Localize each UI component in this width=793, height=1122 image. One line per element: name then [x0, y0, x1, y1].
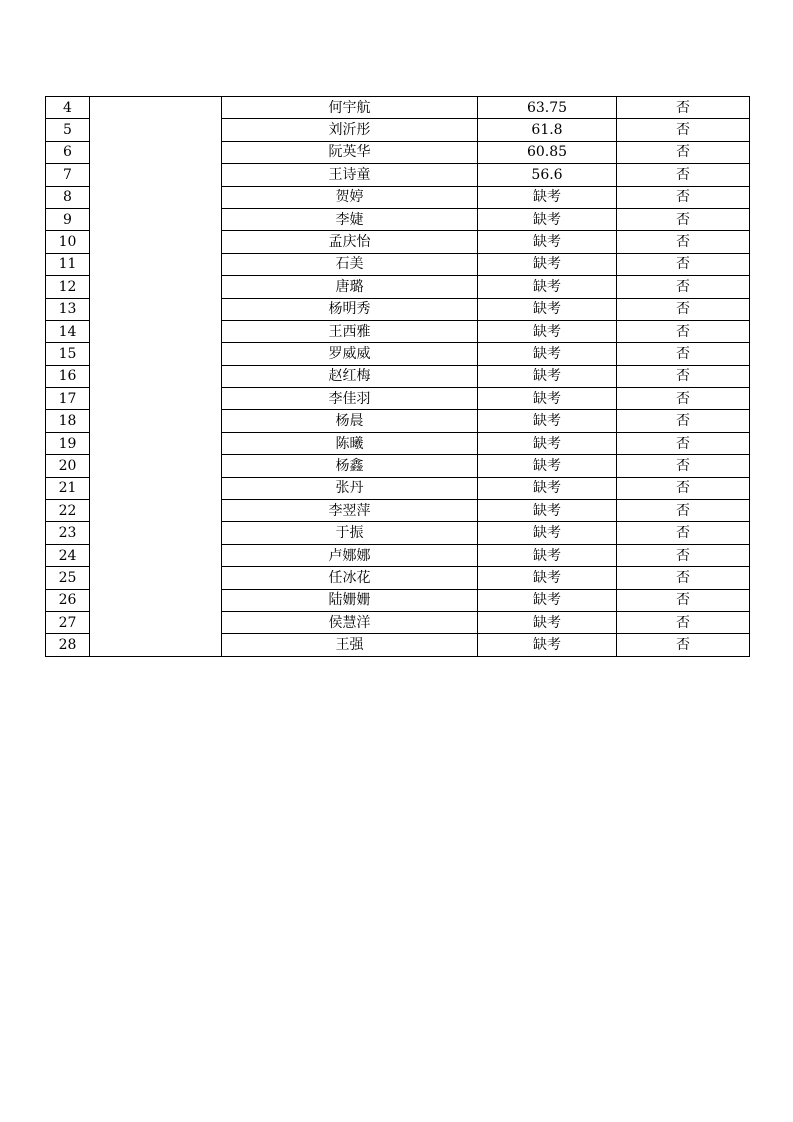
result-cell: 否 [617, 388, 750, 410]
name-cell: 任冰花 [222, 567, 478, 589]
name-cell: 杨明秀 [222, 298, 478, 320]
row-number-cell: 21 [46, 477, 90, 499]
row-number-cell: 7 [46, 164, 90, 186]
name-cell: 李佳羽 [222, 388, 478, 410]
result-cell: 否 [617, 164, 750, 186]
result-cell: 否 [617, 253, 750, 275]
row-number-cell: 16 [46, 365, 90, 387]
score-cell: 56.6 [478, 164, 617, 186]
name-cell: 孟庆怡 [222, 231, 478, 253]
row-number-cell: 13 [46, 298, 90, 320]
result-cell: 否 [617, 544, 750, 566]
name-cell: 杨鑫 [222, 455, 478, 477]
name-cell: 张丹 [222, 477, 478, 499]
name-cell: 陈曦 [222, 432, 478, 454]
score-cell: 缺考 [478, 567, 617, 589]
name-cell: 唐璐 [222, 276, 478, 298]
result-cell: 否 [617, 500, 750, 522]
result-cell: 否 [617, 276, 750, 298]
result-cell: 否 [617, 298, 750, 320]
result-cell: 否 [617, 455, 750, 477]
result-cell: 否 [617, 320, 750, 342]
name-cell: 侯慧洋 [222, 611, 478, 633]
result-cell: 否 [617, 634, 750, 656]
row-number-cell: 25 [46, 567, 90, 589]
score-cell: 缺考 [478, 343, 617, 365]
row-number-cell: 10 [46, 231, 90, 253]
row-number-cell: 17 [46, 388, 90, 410]
results-table [45, 96, 750, 657]
result-cell: 否 [617, 343, 750, 365]
row-number-cell: 19 [46, 432, 90, 454]
name-cell: 杨晨 [222, 410, 478, 432]
result-cell: 否 [617, 365, 750, 387]
name-cell: 卢娜娜 [222, 544, 478, 566]
row-number-cell: 9 [46, 208, 90, 230]
row-number-cell: 14 [46, 320, 90, 342]
score-cell: 61.8 [478, 119, 617, 141]
row-number-cell: 22 [46, 500, 90, 522]
score-cell: 缺考 [478, 208, 617, 230]
score-cell: 缺考 [478, 298, 617, 320]
result-cell: 否 [617, 97, 750, 119]
score-cell: 缺考 [478, 276, 617, 298]
name-cell: 李翌萍 [222, 500, 478, 522]
result-cell: 否 [617, 432, 750, 454]
score-cell: 缺考 [478, 589, 617, 611]
score-cell: 缺考 [478, 432, 617, 454]
score-cell: 缺考 [478, 365, 617, 387]
row-number-cell: 12 [46, 276, 90, 298]
score-cell: 缺考 [478, 544, 617, 566]
name-cell: 于振 [222, 522, 478, 544]
score-cell: 缺考 [478, 186, 617, 208]
score-cell: 缺考 [478, 477, 617, 499]
result-cell: 否 [617, 611, 750, 633]
row-number-cell: 27 [46, 611, 90, 633]
score-cell: 缺考 [478, 320, 617, 342]
name-cell: 刘沂彤 [222, 119, 478, 141]
name-cell: 王诗童 [222, 164, 478, 186]
name-cell: 王西雅 [222, 320, 478, 342]
name-cell: 王强 [222, 634, 478, 656]
row-number-cell: 18 [46, 410, 90, 432]
name-cell: 李婕 [222, 208, 478, 230]
row-number-cell: 26 [46, 589, 90, 611]
score-cell: 缺考 [478, 500, 617, 522]
score-cell: 63.75 [478, 97, 617, 119]
name-cell: 贺婷 [222, 186, 478, 208]
score-cell: 缺考 [478, 253, 617, 275]
merged-group-cell [90, 97, 222, 657]
row-number-cell: 5 [46, 119, 90, 141]
score-cell: 缺考 [478, 231, 617, 253]
score-cell: 缺考 [478, 388, 617, 410]
result-cell: 否 [617, 567, 750, 589]
score-cell: 缺考 [478, 522, 617, 544]
row-number-cell: 20 [46, 455, 90, 477]
name-cell: 罗威威 [222, 343, 478, 365]
table-row [46, 97, 750, 119]
result-cell: 否 [617, 477, 750, 499]
score-cell: 缺考 [478, 455, 617, 477]
score-cell: 缺考 [478, 611, 617, 633]
result-cell: 否 [617, 141, 750, 163]
result-cell: 否 [617, 208, 750, 230]
row-number-cell: 6 [46, 141, 90, 163]
row-number-cell: 24 [46, 544, 90, 566]
name-cell: 何宇航 [222, 97, 478, 119]
name-cell: 陆姗姗 [222, 589, 478, 611]
name-cell: 赵红梅 [222, 365, 478, 387]
result-cell: 否 [617, 522, 750, 544]
result-cell: 否 [617, 231, 750, 253]
row-number-cell: 11 [46, 253, 90, 275]
row-number-cell: 15 [46, 343, 90, 365]
results-table-body [46, 97, 750, 657]
result-cell: 否 [617, 410, 750, 432]
row-number-cell: 8 [46, 186, 90, 208]
name-cell: 石美 [222, 253, 478, 275]
score-cell: 缺考 [478, 634, 617, 656]
name-cell: 阮英华 [222, 141, 478, 163]
row-number-cell: 4 [46, 97, 90, 119]
score-cell: 缺考 [478, 410, 617, 432]
result-cell: 否 [617, 119, 750, 141]
row-number-cell: 28 [46, 634, 90, 656]
result-cell: 否 [617, 589, 750, 611]
result-cell: 否 [617, 186, 750, 208]
row-number-cell: 23 [46, 522, 90, 544]
score-cell: 60.85 [478, 141, 617, 163]
